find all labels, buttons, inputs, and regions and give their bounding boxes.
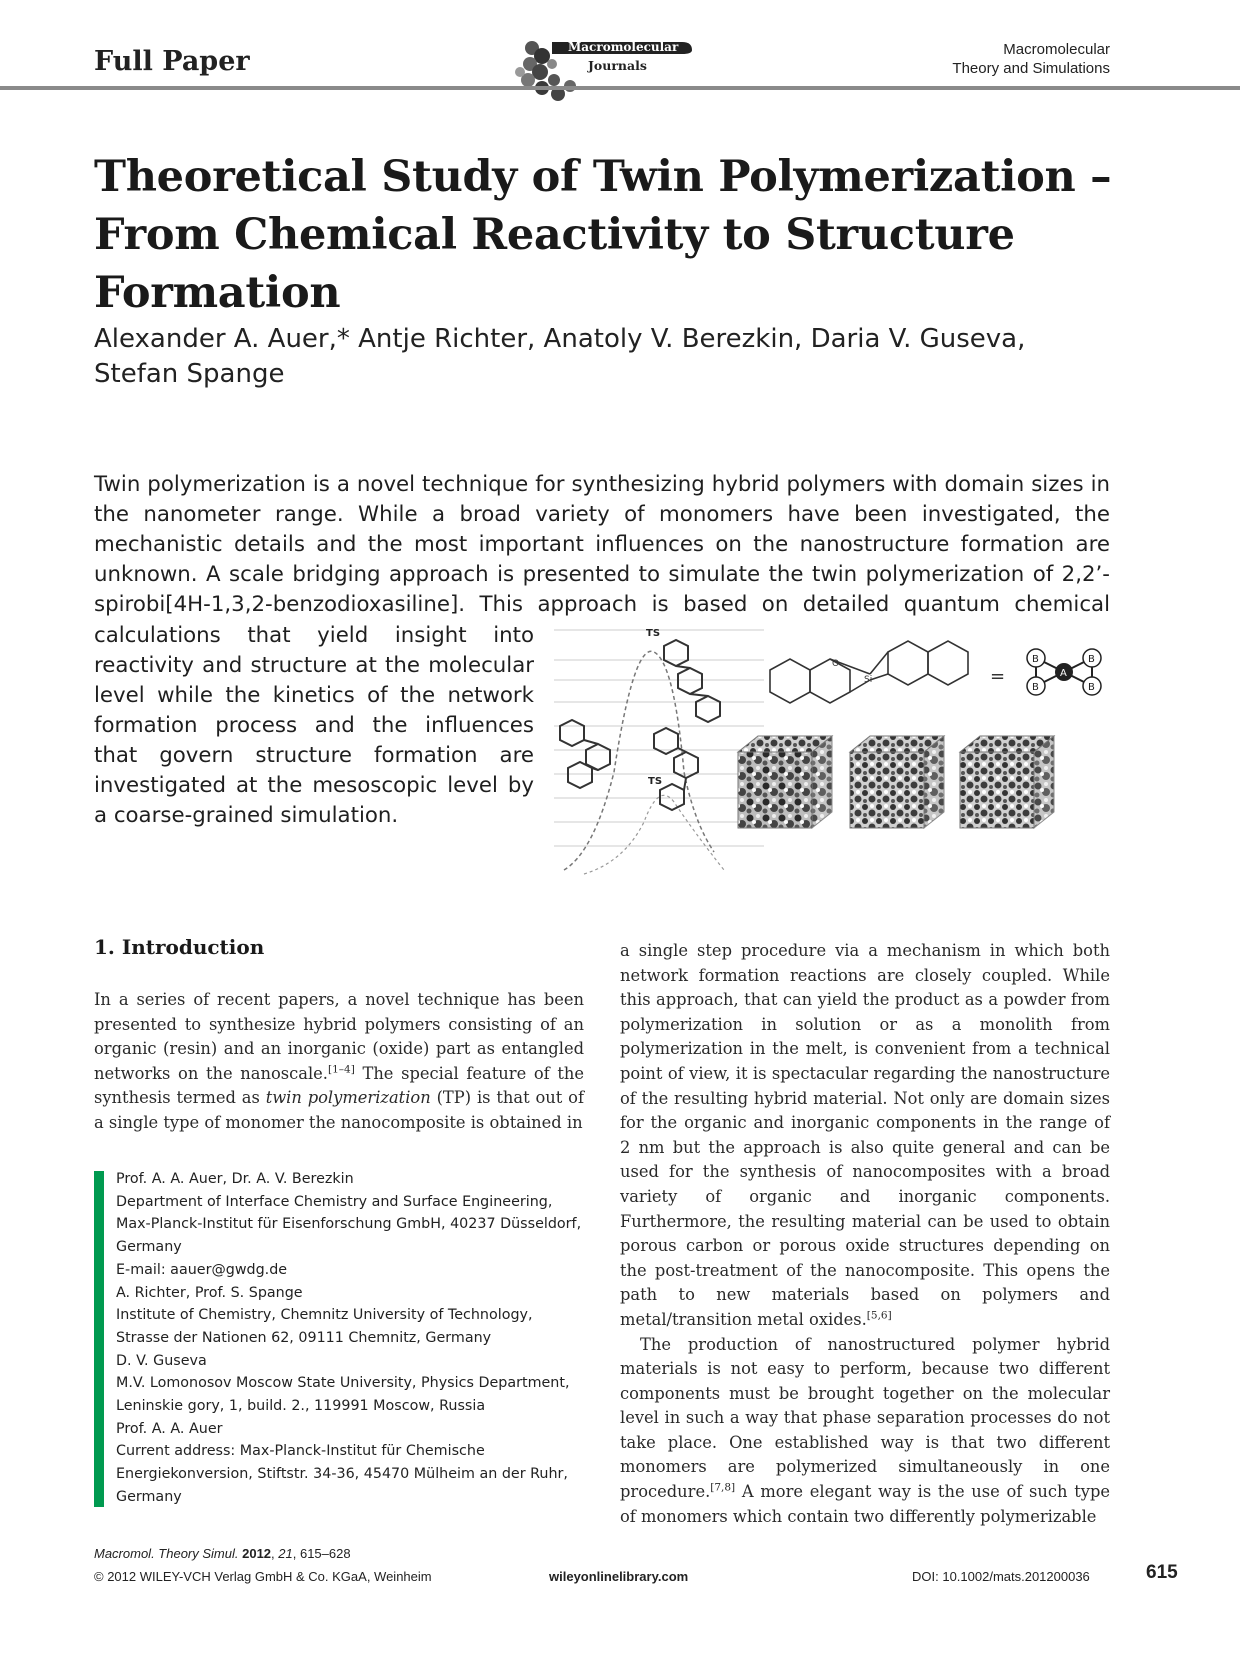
affiliation-line: A. Richter, Prof. S. Spange: [116, 1284, 303, 1301]
emphasis: twin polymerization: [265, 1088, 431, 1108]
page-number: 615: [1146, 1562, 1178, 1583]
coarse-grained-model: [1027, 649, 1101, 695]
abstract-wide: Twin polymerization is a novel technique for synthesizing hybrid polymers with domain sizes in the nanometer range. While a broad variety of monomers have been investigated, the mechanistic details and the most important influences on the nanostructure formation are unknown. A scale bridging approach is presented to simulate the twin polymerization of 2,2’-spirobi[4H-1,3,2-benzodioxasiline]. This approach is based on detailed quantum chemical: [94, 472, 1110, 617]
intro-paragraph: [620, 939, 1110, 1333]
footer-doi[interactable]: DOI: 10.1002/mats.201200036: [912, 1569, 1090, 1584]
text-span: The production of nanostructured polymer hybrid materials is not easy to perform, because two different components must be brought together on the molecular level in such a way that phase separation processes do not take place. One established way is that two different monomers are polymerized simultaneously in one procedure.: [620, 1334, 1110, 1502]
affiliation-line: Energiekonversion, Stiftstr. 34-36, 45470 Mülheim an der Ruhr,: [116, 1466, 568, 1483]
footer-year: 2012: [242, 1546, 272, 1561]
node-b-label: B: [1088, 682, 1095, 693]
ts-label-bottom: TS: [648, 776, 663, 787]
affiliation-accent-bar: [94, 1171, 104, 1507]
citation: [7,8]: [710, 1481, 736, 1494]
footer-volume: 21: [278, 1546, 293, 1561]
molecule-ts-structure: [664, 640, 720, 722]
affiliation-line: Institute of Chemistry, Chemnitz University of Technology,: [116, 1307, 533, 1324]
intro-right-column: [620, 939, 1110, 1529]
molecule-left-structure: [560, 720, 610, 788]
journal-name-line2: Theory and Simulations: [952, 60, 1110, 77]
intro-paragraph: [620, 1333, 1110, 1530]
intro-paragraph: [94, 988, 584, 1136]
graphical-abstract: [554, 622, 1114, 880]
text-span: a single step procedure via a mechanism in which both network formation reactions are closely coupled. While this approach, that can yield the product as a powder from polymerization in solution or as a monolith from polymerization in the melt, is convenient from a technical point of view, it is spectacular regarding the nanostructure of the resulting hybrid material. Not only are domain sizes for the organic and inorganic components in the range of 2 nm but the approach is also quite general and can be used for the synthesis of nanocomposites with a broad variety of organic and inorganic components. Furthermore, the resulting material can be used to obtain porous carbon or porous oxide structures depending on the post-treatment of the nanocomposite. This opens the path to new materials based on polymers and metal/transition metal oxides.: [620, 941, 1110, 1329]
intro-left-column: [94, 988, 584, 1136]
affiliation-line: Strasse der Nationen 62, 09111 Chemnitz, Germany: [116, 1329, 492, 1346]
node-b-label: B: [1032, 654, 1039, 665]
affiliation-line: Max-Planck-Institut für Eisenforschung GmbH, 40237 Düsseldorf,: [116, 1216, 582, 1233]
energy-diagram: [554, 630, 764, 846]
journal-name-line1: Macromolecular: [1003, 41, 1110, 58]
text-span: (TP) is that out of a single type of monomer the nanocomposite is obtained in: [94, 1088, 584, 1132]
footer-website-link[interactable]: wileyonlinelibrary.com: [549, 1569, 689, 1584]
affiliation-line: M.V. Lomonosov Moscow State University, Physics Department,: [116, 1375, 570, 1392]
affiliation-line: Germany: [116, 1239, 182, 1256]
section-label: Full Paper: [94, 46, 250, 77]
affiliations: [116, 1168, 596, 1509]
monomer-structure: [770, 641, 968, 703]
node-b-label: B: [1088, 654, 1095, 665]
title-line2: From Chemical Reactivity to Structure Formation: [94, 210, 1015, 318]
affiliation-line: Leninskie gory, 1, build. 2., 119991 Moscow, Russia: [116, 1398, 486, 1415]
affiliation-line: Department of Interface Chemistry and Surface Engineering,: [116, 1193, 553, 1210]
logo-line2: Journals: [588, 58, 647, 73]
silicon-label: Si: [864, 675, 873, 685]
affiliation-line: Prof. A. A. Auer, Dr. A. V. Berezkin: [116, 1171, 354, 1187]
author-list: [94, 322, 1114, 392]
oxygen-label: O: [832, 659, 840, 669]
simulation-cube-3: [960, 736, 1054, 828]
header-rule: [0, 86, 1240, 90]
text-span: The special feature of the synthesis termed as: [94, 1063, 585, 1108]
affiliation-email[interactable]: E-mail: aauer@gwdg.de: [116, 1261, 288, 1278]
section-heading-introduction: 1. Introduction: [94, 935, 265, 959]
citation: [1–4]: [328, 1063, 355, 1076]
node-b-label: B: [1032, 682, 1039, 693]
affiliation-line: D. V. Guseva: [116, 1352, 207, 1369]
footer-copyright: © 2012 WILEY-VCH Verlag GmbH & Co. KGaA, Weinheim: [94, 1569, 432, 1584]
affiliation-line: Germany: [116, 1488, 182, 1505]
authors-line2: Stefan Spange: [94, 359, 285, 389]
simulation-cube-2: [850, 736, 944, 828]
footer-pages: , 615–628: [292, 1546, 351, 1561]
affiliation-line: Current address: Max-Planck-Institut für Chemische: [116, 1443, 485, 1460]
journal-name: [952, 40, 1110, 78]
paper-title: [94, 148, 1114, 322]
footer-citation: Macromol. Theory Simul. 2012, 21, 615–628: [94, 1546, 351, 1561]
ts-label-top: TS: [646, 628, 661, 639]
equals-sign: =: [990, 666, 1006, 687]
journal-logo: [512, 34, 696, 106]
simulation-cube-1: [738, 736, 832, 828]
logo-line1: Macromolecular: [568, 40, 679, 54]
text-span: A more elegant way is the use of such type of monomers which contain two differently polymerizable: [620, 1482, 1110, 1526]
footer-journal-name: Macromol. Theory Simul.: [94, 1546, 239, 1561]
affiliation-line: Prof. A. A. Auer: [116, 1420, 223, 1437]
authors-line1: Alexander A. Auer,* Antje Richter, Anatoly V. Berezkin, Daria V. Guseva,: [94, 324, 1026, 354]
title-line1: Theoretical Study of Twin Polymerization –: [94, 152, 1112, 202]
abstract-narrow: calculations that yield insight into reactivity and structure at the molecular level while the kinetics of the network formation process and the influences that govern structure formation are investigated at the mesoscopic level by a coarse-grained simulation.: [94, 623, 534, 828]
node-a-label: A: [1060, 668, 1067, 679]
citation: [5,6]: [866, 1309, 892, 1322]
text-span: In a series of recent papers, a novel technique has been presented to synthesize hybrid polymers consisting of an organic (resin) and an inorganic (oxide) part as entangled networks on the nanoscale.: [94, 990, 584, 1083]
